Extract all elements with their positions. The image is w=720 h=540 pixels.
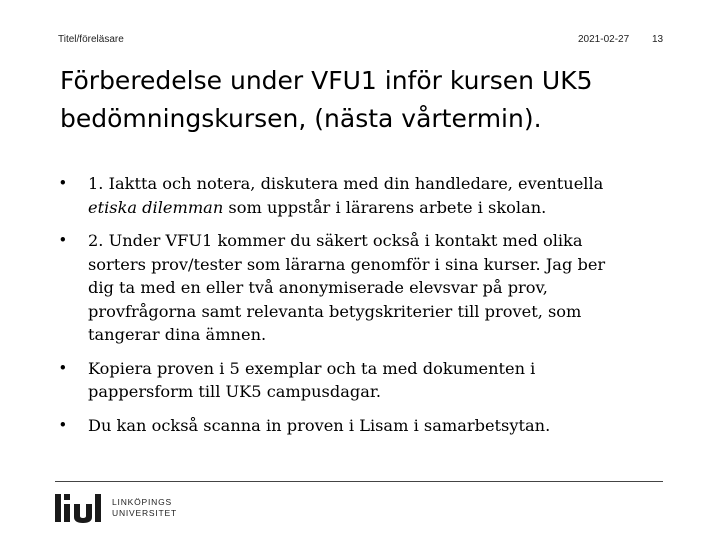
footer-divider	[55, 481, 663, 482]
bullet-text: 2. Under VFU1 kommer du säkert också i kontakt med olika sorters prov/tester som lärarna genomför i sina kurser. Jag ber dig ta med en eller två anonymiserade elevsvar på prov, provfrågorna samt relevanta betygskriterier till provet, som tangerar dina ämnen.	[88, 231, 606, 344]
bullet-text	[88, 172, 660, 219]
bullet-marker: •	[60, 231, 66, 249]
bullet-list	[60, 172, 660, 447]
bullet-item-4	[60, 414, 660, 438]
slide-title-line-2: bedömningskursen, (nästa vårtermin).	[60, 104, 542, 133]
slide-title-line-1: Förberedelse under VFU1 inför kursen UK5	[60, 66, 593, 95]
bullet-marker: •	[60, 174, 66, 192]
bullet-text: Du kan också scanna in proven i Lisam i samarbetsytan.	[88, 415, 551, 435]
bullet-marker: •	[60, 358, 66, 377]
bullet-item-3	[60, 357, 660, 404]
bullet-item-1	[60, 172, 660, 219]
slide-date: 2021-02-27	[578, 34, 630, 45]
slide-title	[60, 62, 680, 138]
liu-logo-text	[112, 497, 177, 519]
bullet-text-italic: etiska dilemman	[88, 197, 224, 217]
liu-logo-line-1: LINKÖPINGS	[112, 497, 172, 507]
bullet-text-part: som uppstår i lärarens arbete i skolan.	[223, 197, 547, 217]
slide-number: 13	[652, 34, 664, 45]
bullet-marker: •	[60, 415, 66, 434]
liu-logo-line-2: UNIVERSITET	[112, 508, 178, 518]
bullet-text-part: 1. Iaktta och notera, diskutera med din handledare, eventuella	[88, 174, 604, 193]
bullet-item-2	[60, 229, 660, 347]
presenter-label: Titel/föreläsare	[58, 34, 124, 45]
liu-logo-mark	[55, 494, 101, 523]
bullet-text: Kopiera proven i 5 exemplar och ta med dokumenten i pappersform till UK5 campusdagar.	[88, 358, 536, 401]
